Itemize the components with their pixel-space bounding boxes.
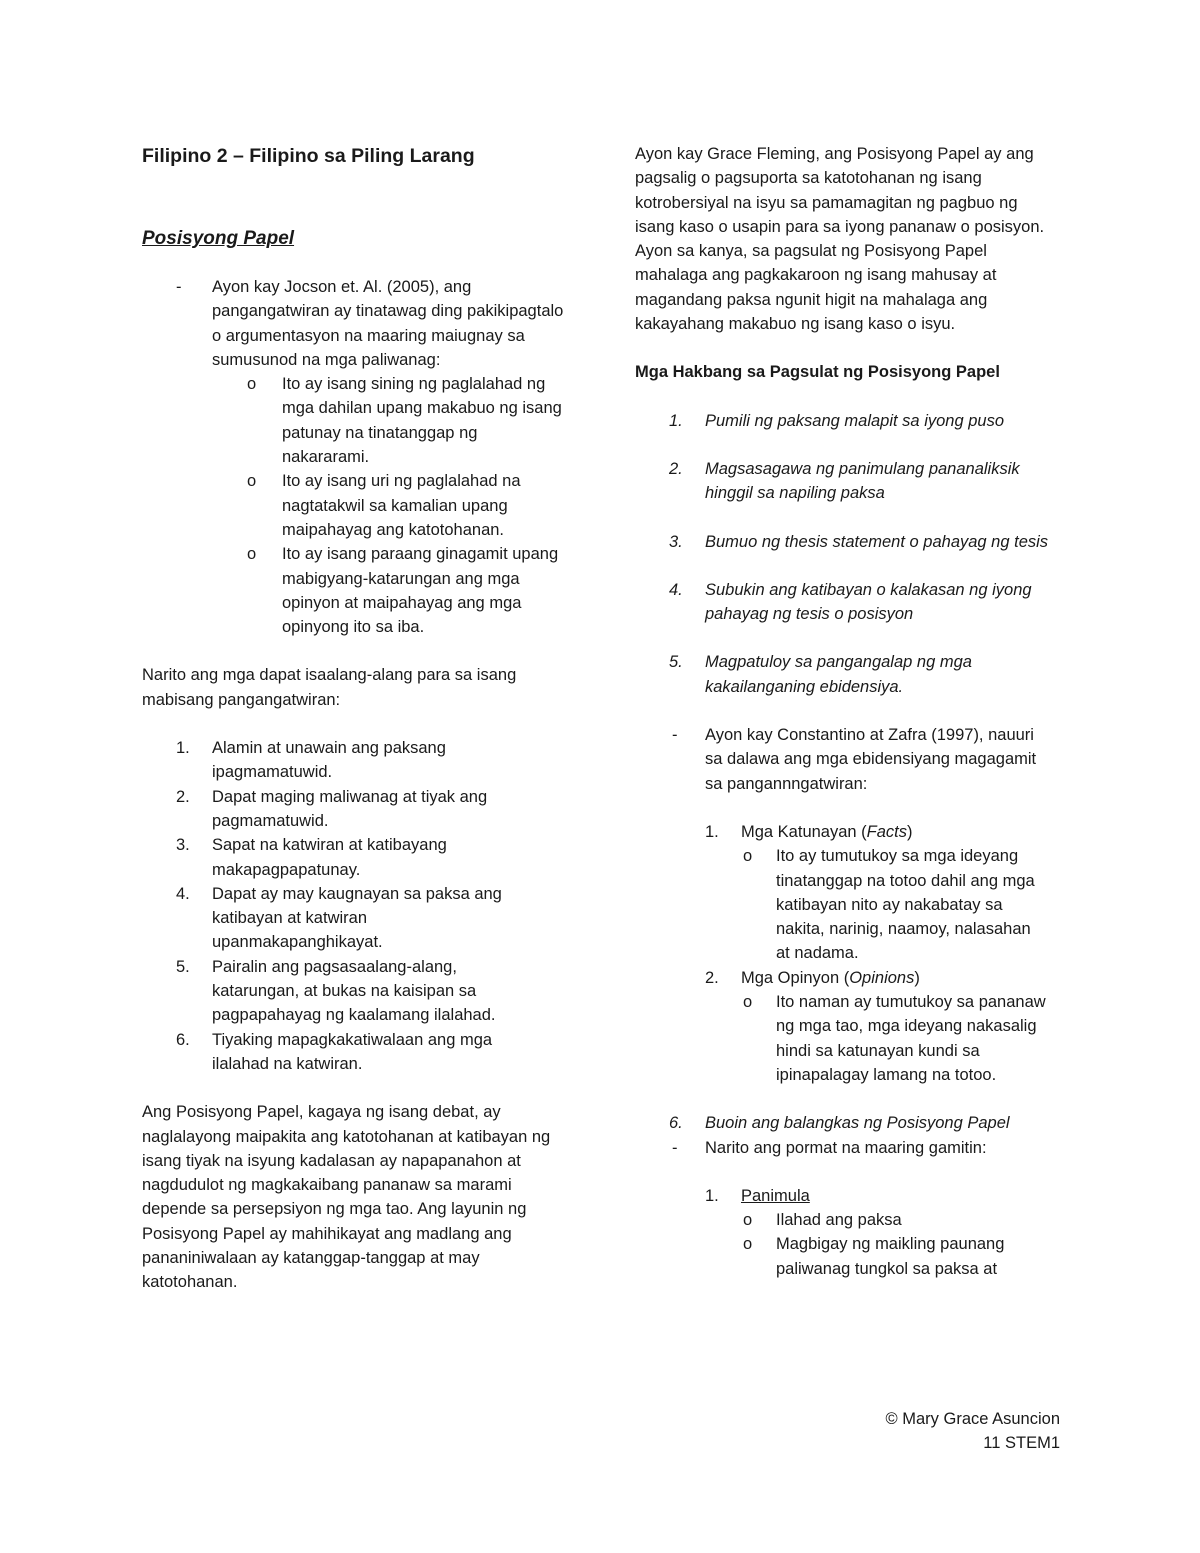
list-item (176, 1028, 582, 1077)
bullet-marker: o (743, 1235, 753, 1254)
evidence-number: 1. (705, 822, 719, 841)
evidence-label-end: ) (907, 822, 913, 841)
numbered-list (142, 736, 582, 1076)
dash-item-pormat (635, 1136, 1065, 1160)
bullet-item (247, 542, 582, 639)
list-item-text: Dapat ay may kaugnayan sa paksa ang katibayan at katwiran upanmakapanghikayat. (212, 884, 502, 952)
evidence-label-term: Facts (866, 822, 908, 841)
step-text: Subukin ang katibayan o kalakasan ng iyong pahayag ng tesis o posisyon (705, 580, 1032, 624)
bullet-item (247, 372, 582, 469)
step-number: 1. (669, 411, 683, 430)
step-text: Pumili ng paksang malapit sa iyong puso (705, 411, 1005, 430)
step-item (669, 650, 1065, 699)
step-number: 5. (669, 653, 683, 672)
bullet-marker: o (743, 993, 753, 1012)
bullet-text: Ilahad ang paksa (776, 1211, 902, 1230)
list-item-text: Alamin at unawain ang paksang ipagmamatuwid. (212, 739, 446, 782)
dash-item-text: Ayon kay Jocson et. Al. (2005), ang pangangatwiran ay tinatawag ding pakikipagtalo o argumentasyon na maaring maiugnay sa sumusunod na mga paliwanag: (212, 278, 564, 369)
bullet-text: Magbigay ng maikling paunang paliwanag tungkol sa paksa at (776, 1235, 1005, 1278)
document-title: Filipino 2 – Filipino sa Piling Larang (142, 145, 475, 167)
left-column (142, 142, 582, 1295)
bullet-item (247, 469, 582, 542)
steps-list (635, 409, 1065, 699)
bullet-text: Ito ay isang paraang ginagamit upang mabigyang-katarungan ang mga opinyon at maipahayag ang mga opinyong ito sa iba. (282, 545, 559, 637)
bullet-marker: o (247, 545, 257, 564)
dash-item-jocson (142, 275, 582, 372)
bullet-marker: o (743, 1211, 753, 1230)
bullet-item (741, 1208, 1065, 1232)
dash-marker: - (672, 726, 678, 745)
evidence-label-end: ) (914, 968, 920, 987)
steps-heading: Mga Hakbang sa Pagsulat ng Posisyong Papel (635, 363, 1000, 382)
dash-item-text: Narito ang pormat na maaring gamitin: (705, 1138, 987, 1157)
outline-label: Panimula (741, 1186, 810, 1205)
bullet-list (142, 372, 582, 639)
list-item-text: Dapat maging maliwanag at tiyak ang pagmamatuwid. (212, 787, 488, 830)
paragraph: Ang Posisyong Papel, kagaya ng isang debat, ay naglalayong maipakita ang katotohanan at katibayan ng isang tiyak na isyung kadalasan ay napapanahon at nagdudulot ng magkakaibang pananaw sa marami depende sa persepsiyon ng mga tao. Ang layunin ng Posisyong Papel ay mahihikayat ang madlang ang pananiniwalaan ay katanggap-tanggap at may katotohanan. (142, 1103, 551, 1292)
bullet-text: Ito ay isang sining ng paglalahad ng mga dahilan upang makabuo ng isang patunay na tinatanggap ng nakararami. (282, 375, 562, 467)
footer-author: © Mary Grace Asuncion (885, 1410, 1060, 1428)
list-number: 3. (176, 836, 190, 855)
bullet-item (741, 844, 1065, 965)
step-number: 6. (669, 1114, 683, 1133)
bullet-marker: o (247, 472, 257, 491)
step-text: Magsasagawa ng panimulang pananaliksik hinggil sa napiling paksa (705, 459, 1020, 503)
list-item-text: Tiyaking mapagkakatiwalaan ang mga ilalahad na katwiran. (212, 1030, 493, 1073)
step-number: 3. (669, 532, 683, 551)
step-item (635, 1111, 1065, 1135)
list-number: 5. (176, 957, 190, 976)
list-item-text: Sapat na katwiran at katibayang makapagpapatunay. (212, 836, 447, 879)
evidence-item (705, 966, 1065, 1087)
step-item (669, 457, 1065, 506)
step-text: Buoin ang balangkas ng Posisyong Papel (705, 1114, 1010, 1133)
step-text: Magpatuloy sa pangangalap ng mga kakailanganing ebidensiya. (705, 653, 972, 696)
bullet-text: Ito ay tumutukoy sa mga ideyang tinatanggap na totoo dahil ang mga katibayan nito ay nakabatay sa nakita, narinig, naamoy, nalasahan at nadama. (776, 847, 1035, 963)
outline-number: 1. (705, 1186, 719, 1205)
evidence-label (741, 966, 1065, 990)
evidence-label-text: Mga Katunayan ( (741, 822, 867, 841)
list-item (176, 955, 582, 1028)
dash-item-constantino (635, 723, 1065, 796)
bullet-text: Ito naman ay tumutukoy sa pananaw ng mga tao, mga ideyang nakasalig hindi sa katunayan kundi sa ipinapalagay lamang na totoo. (776, 993, 1046, 1084)
evidence-label-text: Mga Opinyon ( (741, 968, 850, 987)
step-number: 4. (669, 580, 683, 599)
list-item (176, 833, 582, 882)
evidence-item (705, 820, 1065, 966)
list-number: 4. (176, 884, 190, 903)
step-number: 2. (669, 459, 683, 478)
evidence-label-term: Opinions (849, 968, 915, 987)
list-number: 2. (176, 787, 190, 806)
right-column (635, 142, 1065, 1281)
step-item (669, 409, 1065, 433)
dash-marker: - (672, 1138, 678, 1157)
list-item (176, 736, 582, 785)
list-item (176, 785, 582, 834)
paragraph: Narito ang mga dapat isaalang-alang para sa isang mabisang pangangatwiran: (142, 666, 517, 709)
outline-item (635, 1184, 1065, 1281)
step-text: Bumuo ng thesis statement o pahayag ng tesis (705, 532, 1049, 551)
section-title: Posisyong Papel (142, 228, 295, 249)
bullet-item (741, 990, 1065, 1087)
dash-item-text: Ayon kay Constantino at Zafra (1997), nauuri sa dalawa ang mga ebidensiyang magagamit sa pangannngatwiran: (705, 726, 1037, 793)
bullet-item (741, 1232, 1065, 1281)
bullet-marker: o (743, 847, 753, 866)
list-number: 1. (176, 739, 190, 758)
list-item (176, 882, 582, 955)
evidence-number: 2. (705, 968, 719, 987)
step-item (669, 578, 1065, 627)
dash-marker: - (176, 278, 182, 296)
list-number: 6. (176, 1030, 190, 1049)
list-item-text: Pairalin ang pagsasaalang-alang, katarungan, at bukas na kaisipan sa pagpapahayag ng kaalamang ilalahad. (212, 957, 496, 1025)
paragraph: Ayon kay Grace Fleming, ang Posisyong Papel ay ang pagsalig o pagsuporta sa katotohanan ng isang kotrobersiyal na isyu sa pamamagitan ng pagbuo ng isang kaso o usapin para sa iyong pananaw o posisyon. Ayon sa kanya, sa pagsulat ng Posisyong Papel mahalaga ang pagkakaroon ng isang mahusay at magandang paksa ngunit higit na mahalaga ang kakayahang makabuo ng isang kaso o isyu. (635, 145, 1045, 334)
evidence-list (635, 820, 1065, 1087)
page-footer (886, 1407, 1060, 1456)
footer-section: 11 STEM1 (983, 1434, 1060, 1453)
bullet-marker: o (247, 375, 257, 394)
evidence-label (741, 820, 1065, 844)
bullet-text: Ito ay isang uri ng paglalahad na nagtatakwil sa kamalian upang maipahayag ang katotohanan. (282, 472, 521, 539)
step-item (669, 530, 1065, 554)
